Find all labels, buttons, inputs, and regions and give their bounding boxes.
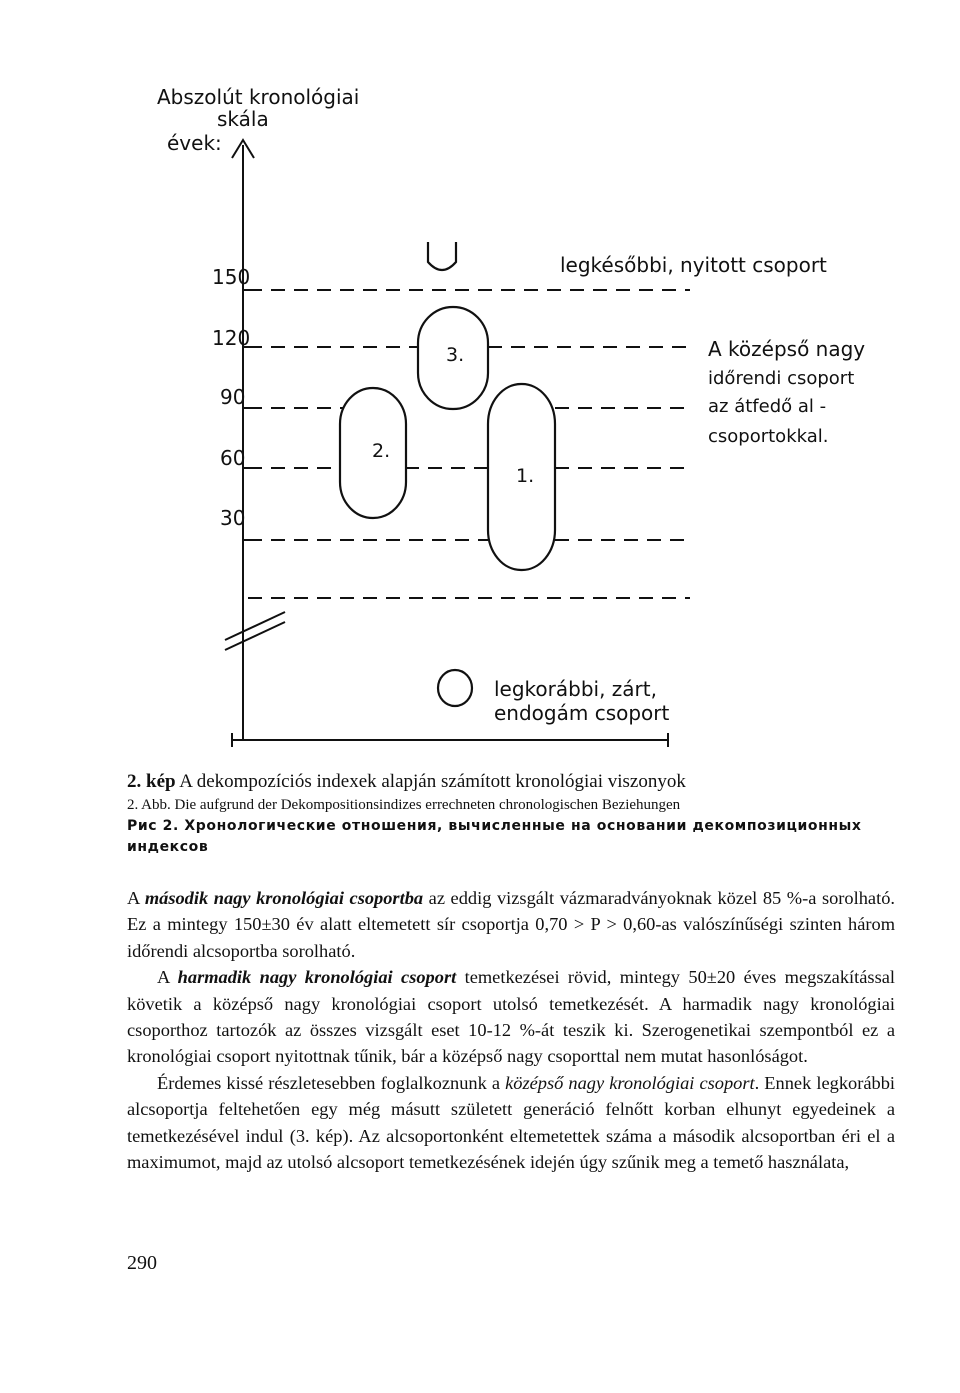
- p2-lead: A: [157, 967, 178, 988]
- figure-captions: [127, 770, 887, 858]
- p3-lead: Érdemes kissé részletesebben foglalkoznunk a: [157, 1072, 506, 1093]
- paragraph-3: [127, 1070, 895, 1176]
- caption-hu-prefix: 2. kép: [127, 771, 176, 792]
- page-number: 290: [127, 1252, 157, 1274]
- paragraph-1: [127, 885, 895, 964]
- axis-unit: évek:: [167, 131, 222, 155]
- caption-german: 2. Abb. Die aufgrund der Dekompositionsindizes errechneten chronologischen Beziehungen: [127, 797, 681, 813]
- label-middle-line4: csoportokkal.: [708, 426, 829, 447]
- axis-title-line2: skála: [217, 107, 269, 131]
- tick-label-90: 90: [220, 385, 246, 409]
- body-text: [127, 885, 895, 1175]
- group-label-2: 2.: [372, 440, 391, 462]
- label-middle-line3: az átfedő al -: [708, 396, 827, 417]
- p3-rest: . Ennek legkorábbi alcsoportja feltehetően egy még másutt született generáció felnőtt korban elhunyt egyedeinek a temetkezésével indul (3. kép). Az alcsoportonként eltemetettek száma a második alcsoportban éri el a maximumot, majd az utolsó alcsoport temetkezésének idején úgy szűnik meg a temető használata,: [127, 1072, 895, 1173]
- group-label-1: 1.: [516, 465, 535, 487]
- caption-hungarian: [127, 770, 887, 794]
- p1-rest: az eddig vizsgált vázmaradványoknak közel 85 %-a sorolható. Ez a mintegy 150±30 év alatt eltemetett sír csoportja 0,70 > P > 0,60-as valószínűségi szinten három időrendi alcsoportba sorolható.: [127, 888, 895, 961]
- tick-label-60: 60: [220, 446, 246, 470]
- tick-label-150: 150: [212, 265, 251, 289]
- tick-label-120: 120: [212, 326, 251, 350]
- p2-rest: temetkezései rövid, mintegy 50±20 éves megszakítással követik a középső nagy kronológiai csoport utolsó temetkezését. A harmadik nagy kronológiai csoporthoz tartozók az összes vizsgált eset 10-12 %-át teszik ki. Szerogenetikai szempontból ez a kronológiai csoport nyitottnak tűnik, bár a középső nagy csoporttal nem mutat hasonlóságot.: [127, 967, 895, 1067]
- caption-hu-text: A dekompozíciós indexek alapján számított kronológiai viszonyok: [179, 771, 686, 792]
- caption-russian: Рис 2. Хронологические отношения, вычисленные на основании декомпозиционных индексов: [127, 818, 862, 855]
- closed-group-icon: [438, 670, 472, 706]
- open-group-icon: [428, 242, 456, 270]
- p2-emphasis: harmadik nagy kronológiai csoport: [177, 967, 457, 988]
- paragraph-2: [127, 964, 895, 1070]
- label-earliest-line1: legkorábbi, zárt,: [494, 677, 657, 701]
- label-middle-line1: A középső nagy: [708, 337, 866, 361]
- p3-emphasis: középső nagy kronológiai csoport: [505, 1072, 755, 1093]
- group-label-3: 3.: [446, 344, 465, 366]
- axis-title-line1: Abszolút kronológiai: [157, 85, 360, 109]
- p1-lead: A: [127, 888, 145, 908]
- label-earliest-line2: endogám csoport: [494, 701, 670, 725]
- label-middle-line2: időrendi csoport: [708, 368, 855, 389]
- label-latest-group: legkésőbbi, nyitott csoport: [560, 253, 827, 277]
- p1-emphasis: második nagy kronológiai csoportba: [144, 888, 424, 908]
- tick-label-30: 30: [220, 506, 246, 530]
